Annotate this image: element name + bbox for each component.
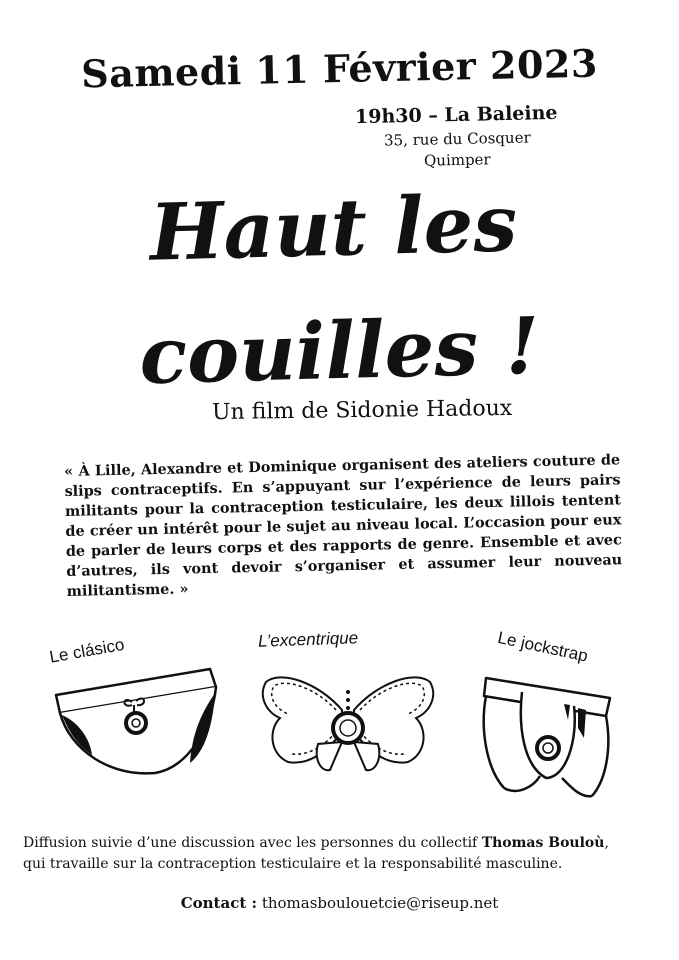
event-address: 35, rue du Cosquer [383, 128, 531, 150]
contact-email[interactable]: thomasboulouetcie@riseup.net [261, 894, 499, 912]
footer-line1-prefix: Diffusion suivie d’une discussion avec les personnes du collectif [23, 835, 482, 851]
synopsis: « À Lille, Alexandre et Dominique organisent des ateliers couture de slips contraceptifs. En s’appuyant sur l’expérience de leurs pairs militants pour la contraception testiculaire, les deux lillois tentent de créer un intérêt pour le sujet au niveau local. L’occasion pour eux de parler de leurs corps et des rapports de genre. Ensemble et avec d’autres, ils vont devoir s’organiser et assumer leur nouveau militantisme. » [64, 451, 623, 600]
event-city: Quimper [423, 150, 491, 170]
excentrique-label: L’excentrique [257, 628, 359, 651]
film-title-line1: Haut les [148, 178, 519, 279]
footer-line2: qui travaille sur la contraception testiculaire et la responsabilité masculine. [23, 856, 563, 872]
film-director: Un film de Sidonie Hadoux [211, 395, 513, 426]
contact [0, 894, 679, 912]
event-time-venue: 19h30 – La Baleine [354, 101, 558, 129]
collective-name: Thomas Bouloù [481, 835, 605, 851]
footer-text [23, 833, 663, 875]
footer-line1-suffix: , [604, 835, 609, 851]
jockstrap-label: Le jockstrap [496, 628, 590, 666]
event-date: Samedi 11 Février 2023 [80, 40, 599, 97]
excentrique-drawing [258, 662, 438, 777]
clasico-briefs-drawing [50, 655, 225, 785]
contact-label: Contact : [180, 894, 258, 912]
film-title-line2: couilles ! [138, 300, 541, 403]
clasico-label: Le clásico [48, 634, 126, 667]
jockstrap-drawing [474, 668, 624, 803]
